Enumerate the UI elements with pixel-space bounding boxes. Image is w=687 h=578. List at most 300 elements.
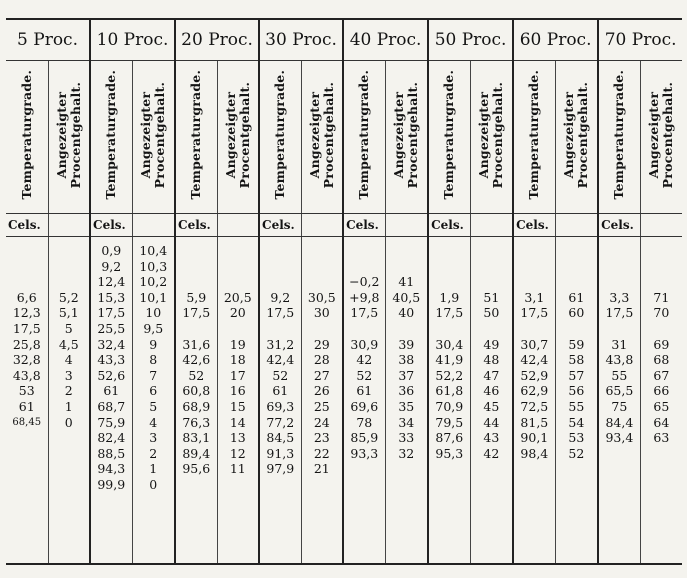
percent-value: 45 <box>483 398 500 414</box>
temperature-value: 77,2 <box>266 414 295 430</box>
percent-value: 10,1 <box>139 289 168 305</box>
percent-value: 19 <box>229 336 246 352</box>
unit-label: Cels. <box>513 214 555 237</box>
indicated-line-1: Angezeigter <box>561 91 577 179</box>
group-header: 70 Proc. <box>598 19 682 61</box>
temperature-value: 61 <box>272 383 289 399</box>
percent-value <box>641 243 683 259</box>
group-header: 20 Proc. <box>175 19 259 61</box>
percent-value: 10,3 <box>139 258 168 274</box>
percent-value: 37 <box>398 367 415 383</box>
percent-value: 41 <box>398 274 415 290</box>
temperature-value <box>514 274 555 290</box>
temperature-value: 9,2 <box>270 289 291 305</box>
percent-value <box>471 259 513 275</box>
percent-value: 46 <box>483 383 500 399</box>
temperature-value: 3,1 <box>524 289 545 305</box>
unit-label: Cels. <box>428 214 470 237</box>
percent-value <box>218 321 259 337</box>
indicated-percent-header <box>385 61 428 214</box>
percent-values <box>385 237 428 565</box>
temperature-value: 3,3 <box>609 289 630 305</box>
percent-value: 26 <box>313 383 330 399</box>
temperature-value <box>429 243 470 259</box>
percent-value: 27 <box>313 367 330 383</box>
temperature-value: 30,9 <box>350 336 379 352</box>
temperature-value: 0,9 <box>101 243 122 258</box>
indicated-percent-header-text <box>647 82 675 188</box>
percent-value: 64 <box>653 414 670 430</box>
percent-value: 4 <box>149 414 158 430</box>
percent-value: 40 <box>398 305 415 321</box>
temperature-value: 93,3 <box>350 445 379 461</box>
unit-empty <box>555 214 598 237</box>
percent-values <box>301 237 343 565</box>
temperature-value: 42 <box>356 352 373 368</box>
temperature-values <box>343 237 385 565</box>
temperature-value <box>6 259 48 275</box>
group-header: 5 Proc. <box>6 19 90 61</box>
temperature-value: 78 <box>356 414 373 430</box>
percent-value: 66 <box>653 383 670 399</box>
temperature-value: 42,6 <box>182 352 211 368</box>
temperature-value: 87,6 <box>435 430 464 446</box>
indicated-percent-header <box>48 61 90 214</box>
percent-value <box>556 321 598 337</box>
temperature-value <box>6 274 48 290</box>
percent-value <box>49 274 90 290</box>
temperature-value: 43,8 <box>605 352 634 368</box>
temperature-value: 61 <box>356 383 373 399</box>
temperature-header <box>259 61 301 214</box>
temperature-value: 17,5 <box>182 305 211 321</box>
percent-value: 9 <box>149 336 158 352</box>
temperature-header <box>513 61 555 214</box>
temperature-value: 52,9 <box>520 367 549 383</box>
percent-value: 22 <box>313 445 330 461</box>
percent-value: 25 <box>313 398 330 414</box>
percent-value: 47 <box>483 367 500 383</box>
indicated-percent-header <box>132 61 175 214</box>
group-header: 10 Proc. <box>90 19 175 61</box>
temperature-value <box>514 243 555 259</box>
percent-values <box>132 237 175 565</box>
temperature-value: 9,2 <box>101 258 122 274</box>
group-header: 40 Proc. <box>343 19 428 61</box>
percent-value: 44 <box>483 414 500 430</box>
percent-value: 35 <box>398 398 415 414</box>
temperature-value: 83,1 <box>182 430 211 446</box>
temperature-value <box>429 321 470 337</box>
temperature-value: 99,9 <box>97 476 126 492</box>
temperature-value: 88,5 <box>97 445 126 461</box>
temperature-value: 43,3 <box>97 352 126 368</box>
temperature-values <box>90 237 132 565</box>
temperature-value: 91,3 <box>266 445 295 461</box>
temperature-value: 69,6 <box>350 398 379 414</box>
group-header: 60 Proc. <box>513 19 598 61</box>
temperature-value: 65,5 <box>605 383 634 399</box>
temperature-value: 5,9 <box>186 289 207 305</box>
unit-empty <box>301 214 343 237</box>
indicated-percent-header <box>555 61 598 214</box>
percent-value: 23 <box>313 430 330 446</box>
temperature-value: 89,4 <box>182 445 211 461</box>
percent-value: 39 <box>398 336 415 352</box>
temperature-value: 98,4 <box>520 445 549 461</box>
indicated-percent-header <box>640 61 682 214</box>
indicated-line-1: Angezeigter <box>391 91 407 179</box>
temperature-value: 62,9 <box>520 383 549 399</box>
temperature-value: 90,1 <box>520 430 549 446</box>
temperature-header <box>428 61 470 214</box>
temperature-header <box>175 61 217 214</box>
percent-value <box>556 274 598 290</box>
percent-value: 5 <box>149 398 158 414</box>
indicated-line-2: Procentgehalt. <box>320 81 336 189</box>
percent-value <box>471 243 513 259</box>
indicated-line-1: Angezeigter <box>53 91 69 179</box>
percent-value <box>49 259 90 275</box>
temperature-value: 84,4 <box>605 414 634 430</box>
temperature-value <box>176 274 217 290</box>
temperature-value: 61,8 <box>435 383 464 399</box>
temperature-value: 84,5 <box>266 430 295 446</box>
temperature-value: 69,3 <box>266 398 295 414</box>
indicated-percent-header-text <box>55 82 83 188</box>
percent-value <box>302 274 343 290</box>
temperature-value: 97,9 <box>266 461 295 477</box>
percent-value: 56 <box>568 383 585 399</box>
temperature-value: 75 <box>611 398 628 414</box>
indicated-line-2: Procentgehalt. <box>236 81 252 189</box>
temperature-value: 17,5 <box>97 305 126 321</box>
temperature-value: 61 <box>103 383 120 399</box>
percent-value <box>302 243 343 259</box>
percent-value: 3 <box>149 430 158 446</box>
temperature-value: 95,6 <box>182 461 211 477</box>
temperature-value <box>260 259 301 275</box>
percent-value <box>641 259 683 275</box>
percent-value <box>556 259 598 275</box>
temperature-value: 60,8 <box>182 383 211 399</box>
percent-value: 16 <box>229 383 246 399</box>
percent-value: 32 <box>398 445 415 461</box>
temperature-value <box>260 243 301 259</box>
temperature-value: 52 <box>356 367 373 383</box>
temperature-value <box>344 243 385 259</box>
temperature-value <box>176 243 217 259</box>
percent-value <box>556 243 598 259</box>
temperature-value: 81,5 <box>520 414 549 430</box>
temperature-header-text: Temperaturgrade. <box>188 70 204 200</box>
temperature-value: 25,8 <box>12 336 41 352</box>
percent-value: 67 <box>653 367 670 383</box>
temperature-value <box>344 259 385 275</box>
percent-value: 10 <box>145 305 162 321</box>
percent-value: 59 <box>568 336 585 352</box>
percent-value: 60 <box>568 305 585 321</box>
percent-value: 6 <box>149 383 158 399</box>
percent-value: 63 <box>653 430 670 446</box>
indicated-percent-header-text <box>139 82 167 188</box>
percent-values <box>470 237 513 565</box>
temperature-value: 31 <box>611 336 628 352</box>
unit-label: Cels. <box>175 214 217 237</box>
temperature-value: 17,5 <box>266 305 295 321</box>
percent-value: 7 <box>149 367 158 383</box>
percent-value <box>218 259 259 275</box>
percent-value <box>641 321 683 337</box>
temperature-value <box>514 259 555 275</box>
indicated-percent-header <box>301 61 343 214</box>
temperature-header-text: Temperaturgrade. <box>356 70 372 200</box>
percent-value: 61 <box>568 289 585 305</box>
percent-value: 24 <box>313 414 330 430</box>
temperature-value: 17,5 <box>605 305 634 321</box>
unit-label: Cels. <box>6 214 48 237</box>
temperature-value: 31,6 <box>182 336 211 352</box>
temperature-value: 70,9 <box>435 398 464 414</box>
percent-value: 65 <box>653 398 670 414</box>
percent-value: 17 <box>229 367 246 383</box>
temperature-values <box>6 237 48 565</box>
temperature-value: +9,8 <box>349 289 380 305</box>
temperature-header <box>343 61 385 214</box>
temperature-header-text: Temperaturgrade. <box>272 70 288 200</box>
temperature-value: 15,3 <box>97 289 126 305</box>
temperature-header <box>598 61 640 214</box>
percent-value: 9,5 <box>143 320 164 336</box>
percent-value: 55 <box>568 398 585 414</box>
unit-empty <box>640 214 682 237</box>
percent-value <box>302 321 343 337</box>
temperature-value: 55 <box>611 367 628 383</box>
indicated-line-2: Procentgehalt. <box>575 81 591 189</box>
temperature-value: 53 <box>18 383 35 399</box>
percent-value: 70 <box>653 305 670 321</box>
percent-value <box>471 274 513 290</box>
temperature-value <box>599 321 640 337</box>
indicated-line-2: Procentgehalt. <box>67 81 83 189</box>
indicated-percent-header-text <box>477 82 505 188</box>
percent-value <box>641 274 683 290</box>
temperature-value: 52 <box>188 367 205 383</box>
percent-value <box>49 243 90 259</box>
percent-values <box>555 237 598 565</box>
alcohol-correction-table <box>6 18 682 565</box>
indicated-percent-header-text <box>392 82 420 188</box>
percent-value: 2 <box>64 383 73 399</box>
percent-value: 4,5 <box>58 336 79 352</box>
temperature-value: 75,9 <box>97 414 126 430</box>
percent-value: 43 <box>483 430 500 446</box>
percent-value: 20,5 <box>223 289 252 305</box>
temperature-values <box>513 237 555 565</box>
temperature-value: 93,4 <box>605 430 634 446</box>
unit-empty <box>48 214 90 237</box>
temperature-values <box>175 237 217 565</box>
percent-value: 10,2 <box>139 274 168 290</box>
temperature-value <box>429 259 470 275</box>
percent-value: 2 <box>149 445 158 461</box>
percent-value: 29 <box>313 336 330 352</box>
temperature-value: 17,5 <box>350 305 379 321</box>
unit-label: Cels. <box>343 214 385 237</box>
temperature-value: 1,9 <box>439 289 460 305</box>
temperature-value <box>599 259 640 275</box>
percent-value: 30,5 <box>307 289 336 305</box>
percent-value: 1 <box>64 398 73 414</box>
indicated-line-2: Procentgehalt. <box>405 81 421 189</box>
unit-empty <box>217 214 259 237</box>
temperature-value: 12,4 <box>97 274 126 290</box>
indicated-line-2: Procentgehalt. <box>660 81 676 189</box>
temperature-value: 82,4 <box>97 430 126 446</box>
percent-value: 50 <box>483 305 500 321</box>
temperature-values <box>259 237 301 565</box>
temperature-value: 52 <box>272 367 289 383</box>
percent-values <box>48 237 90 565</box>
percent-value: 0 <box>64 414 73 430</box>
temperature-value: 68,45 <box>12 416 42 428</box>
percent-value: 51 <box>483 289 500 305</box>
percent-value: 12 <box>229 445 246 461</box>
unit-label: Cels. <box>259 214 301 237</box>
temperature-value: 72,5 <box>520 398 549 414</box>
percent-value: 8 <box>149 352 158 368</box>
temperature-value: 12,3 <box>12 305 41 321</box>
temperature-value: 32,8 <box>12 352 41 368</box>
indicated-line-1: Angezeigter <box>222 91 238 179</box>
temperature-value: 43,8 <box>12 367 41 383</box>
percent-value: 33 <box>398 430 415 446</box>
group-header-row <box>6 19 682 61</box>
percent-value: 36 <box>398 383 415 399</box>
percent-value: 30 <box>313 305 330 321</box>
percent-value <box>218 274 259 290</box>
percent-value: 42 <box>483 445 500 461</box>
unit-label: Cels. <box>598 214 640 237</box>
temperature-value: 30,7 <box>520 336 549 352</box>
unit-label: Cels. <box>90 214 132 237</box>
temperature-value: 25,5 <box>97 320 126 336</box>
temperature-value <box>344 321 385 337</box>
temperature-value: 42,4 <box>520 352 549 368</box>
percent-value <box>471 321 513 337</box>
percent-value: 4 <box>64 352 73 368</box>
sub-header-row <box>6 61 682 214</box>
percent-value: 18 <box>229 352 246 368</box>
unit-empty <box>132 214 175 237</box>
temperature-value: 68,7 <box>97 398 126 414</box>
data-row <box>6 237 682 565</box>
indicated-percent-header-text <box>224 82 252 188</box>
percent-value: 40,5 <box>392 289 421 305</box>
percent-value <box>218 243 259 259</box>
percent-values <box>217 237 259 565</box>
temperature-header-text: Temperaturgrade. <box>18 70 34 200</box>
percent-value: 3 <box>64 367 73 383</box>
percent-value: 0 <box>149 476 158 492</box>
percent-value: 69 <box>653 336 670 352</box>
temperature-header-text: Temperaturgrade. <box>103 70 119 200</box>
percent-value: 58 <box>568 352 585 368</box>
percent-value <box>386 243 428 259</box>
percent-value: 53 <box>568 430 585 446</box>
temperature-header-text: Temperaturgrade. <box>526 70 542 200</box>
indicated-percent-header <box>217 61 259 214</box>
temperature-header-text: Temperaturgrade. <box>441 70 457 200</box>
percent-value: 54 <box>568 414 585 430</box>
percent-value: 34 <box>398 414 415 430</box>
temperature-value: 76,3 <box>182 414 211 430</box>
temperature-value <box>176 321 217 337</box>
temperature-value: 61 <box>18 398 35 414</box>
temperature-value: 95,3 <box>435 445 464 461</box>
temperature-value: 94,3 <box>97 461 126 477</box>
percent-value: 52 <box>568 445 585 461</box>
temperature-values <box>428 237 470 565</box>
temperature-value: 85,9 <box>350 430 379 446</box>
temperature-value <box>6 243 48 259</box>
percent-value <box>386 259 428 275</box>
percent-value <box>302 259 343 275</box>
temperature-value: 17,5 <box>435 305 464 321</box>
percent-value: 11 <box>229 461 246 477</box>
temperature-header-text: Temperaturgrade. <box>611 70 627 200</box>
temperature-value <box>514 321 555 337</box>
indicated-line-2: Procentgehalt. <box>490 81 506 189</box>
unit-empty <box>385 214 428 237</box>
percent-value: 28 <box>313 352 330 368</box>
temperature-value: 52,2 <box>435 367 464 383</box>
percent-value: 14 <box>229 414 246 430</box>
percent-value: 20 <box>229 305 246 321</box>
temperature-value: 17,5 <box>520 305 549 321</box>
indicated-line-1: Angezeigter <box>476 91 492 179</box>
percent-values <box>640 237 682 565</box>
indicated-line-1: Angezeigter <box>306 91 322 179</box>
percent-value: 68 <box>653 352 670 368</box>
temperature-value: 17,5 <box>12 320 41 336</box>
temperature-value <box>260 274 301 290</box>
temperature-value: 42,4 <box>266 352 295 368</box>
percent-value: 71 <box>653 289 670 305</box>
temperature-value: 79,5 <box>435 414 464 430</box>
indicated-percent-header-text <box>562 82 590 188</box>
group-header: 50 Proc. <box>428 19 513 61</box>
group-header: 30 Proc. <box>259 19 343 61</box>
percent-value: 13 <box>229 430 246 446</box>
percent-value <box>386 321 428 337</box>
temperature-header <box>90 61 132 214</box>
temperature-header <box>6 61 48 214</box>
indicated-line-1: Angezeigter <box>138 91 154 179</box>
temperature-value <box>599 243 640 259</box>
temperature-value: 6,6 <box>16 289 37 305</box>
temperature-value: 52,6 <box>97 367 126 383</box>
temperature-value: 30,4 <box>435 336 464 352</box>
percent-value: 5 <box>64 320 73 336</box>
temperature-value <box>176 259 217 275</box>
indicated-line-1: Angezeigter <box>646 91 662 179</box>
temperature-value <box>599 274 640 290</box>
indicated-line-2: Procentgehalt. <box>152 81 168 189</box>
temperature-value <box>260 321 301 337</box>
temperature-value: 68,9 <box>182 398 211 414</box>
percent-value: 5,2 <box>58 289 79 305</box>
